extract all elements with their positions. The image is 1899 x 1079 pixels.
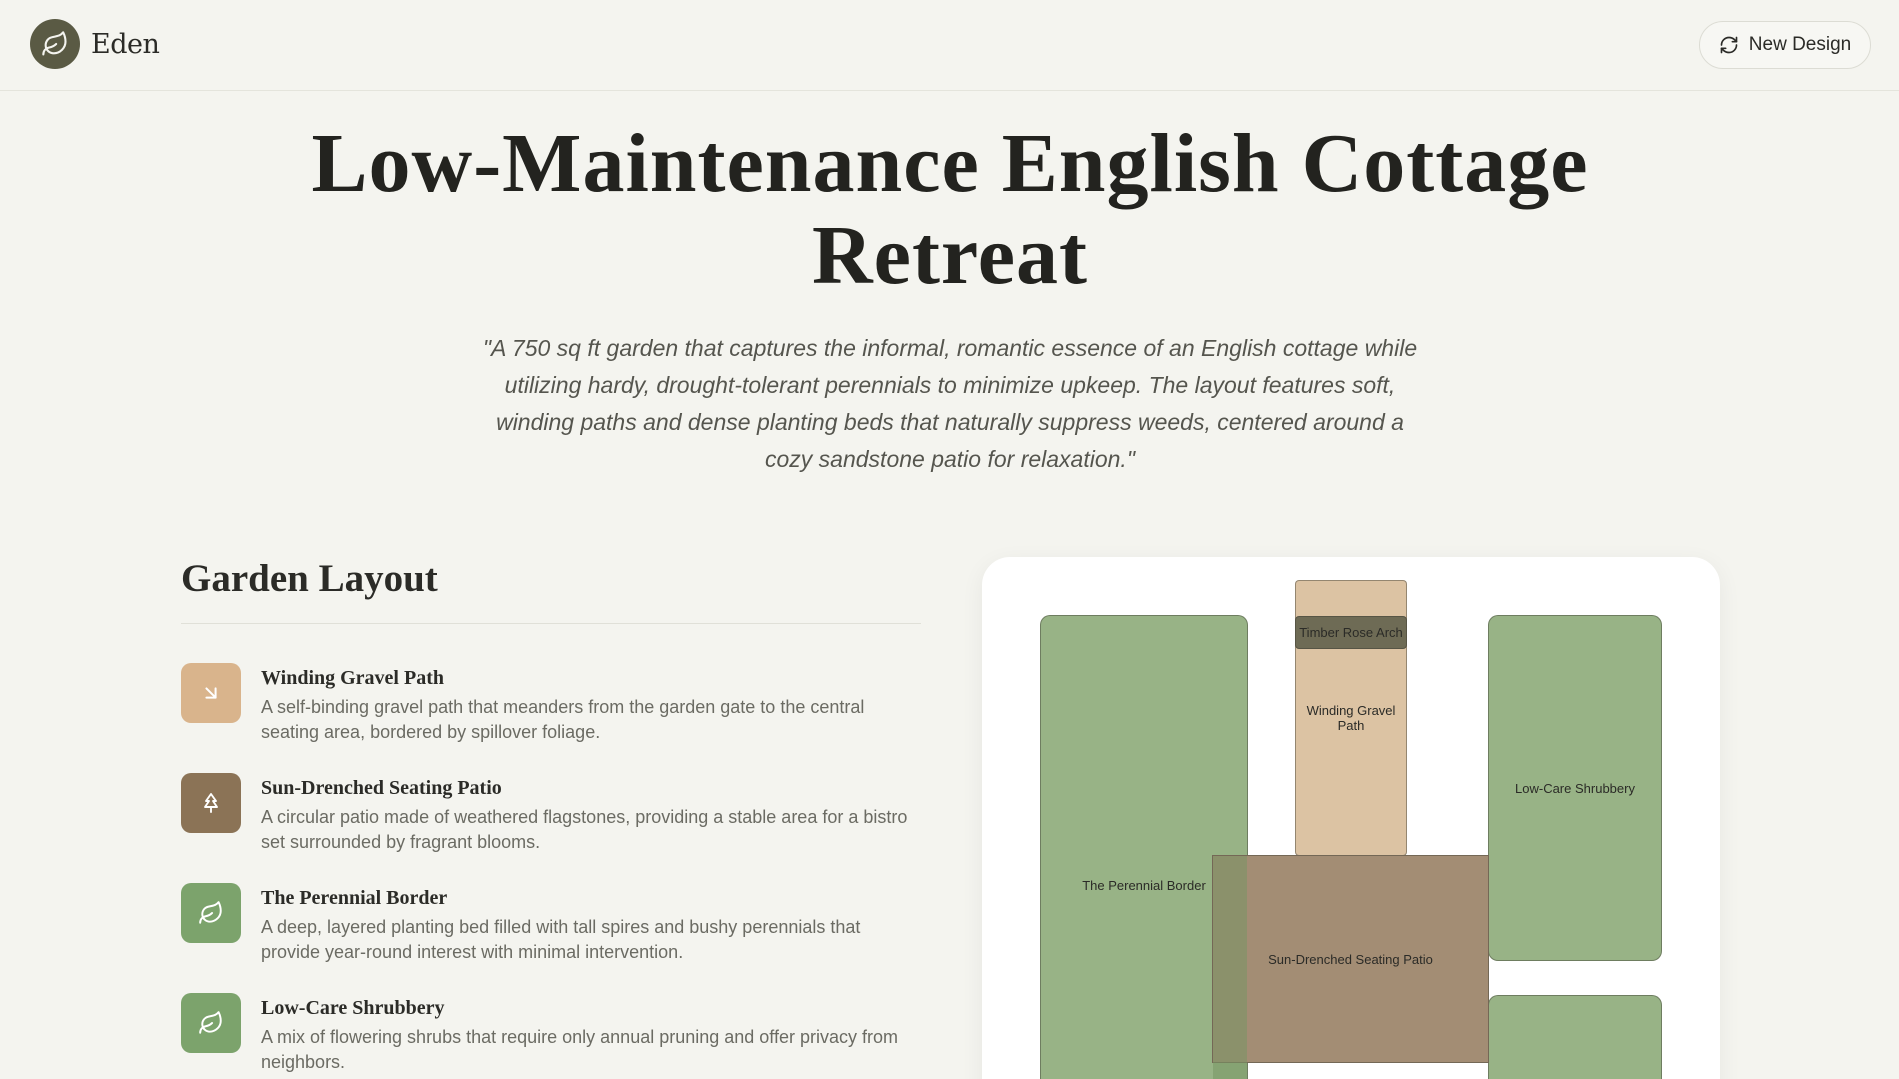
zone-label: Low-Care Shrubbery <box>1515 780 1635 796</box>
zone-seating-patio[interactable] <box>1212 855 1489 1063</box>
tree-icon <box>181 773 241 833</box>
zone-rose-arch[interactable] <box>1295 616 1407 649</box>
feature-item[interactable] <box>181 883 921 993</box>
new-design-label: New Design <box>1748 34 1852 55</box>
section-title: Garden Layout <box>181 557 438 600</box>
zone-label: Timber Rose Arch <box>1299 625 1403 640</box>
zone-shrubbery[interactable] <box>1488 615 1662 961</box>
zone-label: Winding Gravel Path <box>1306 703 1396 733</box>
refresh-icon <box>1719 35 1739 55</box>
garden-plan <box>982 557 1720 1079</box>
feature-title: The Perennial Border <box>261 887 448 909</box>
feature-description: A mix of flowering shrubs that require only annual pruning and offer privacy from neighbors. <box>261 1027 899 1072</box>
feature-title: Low-Care Shrubbery <box>261 997 445 1019</box>
feature-item[interactable] <box>181 993 921 1079</box>
feature-description: A deep, layered planting bed filled with tall spires and bushy perennials that provide year-round interest with minimal intervention. <box>261 917 861 962</box>
arrow-down-right-icon <box>181 663 241 723</box>
leaf-icon <box>30 19 80 69</box>
design-description: "A 750 sq ft garden that captures the informal, romantic essence of an English cottage while utilizing hardy, drought-tolerant perennials to minimize upkeep. The layout features soft, winding paths and dense planting beds that naturally suppress weeds, centered around a cozy sandstone patio for relaxation." <box>482 335 1418 472</box>
brand[interactable] <box>30 19 159 69</box>
feature-item[interactable] <box>181 663 921 773</box>
feature-list <box>181 663 921 1079</box>
feature-title: Winding Gravel Path <box>261 667 444 689</box>
border-overlap <box>1213 856 1247 1079</box>
feature-description: A self-binding gravel path that meanders from the garden gate to the central seating area, bordered by spillover foliage. <box>261 697 865 742</box>
leaf-icon <box>181 883 241 943</box>
zone-label: The Perennial Border <box>1082 877 1206 893</box>
feature-description: A circular patio made of weathered flagstones, providing a stable area for a bistro set surrounded by fragrant blooms. <box>261 807 908 852</box>
new-design-button[interactable] <box>1699 21 1871 69</box>
top-bar <box>0 0 1899 91</box>
zone-label: Sun-Drenched Seating Patio <box>1268 951 1433 967</box>
leaf-icon <box>181 993 241 1053</box>
brand-name: Eden <box>91 28 160 60</box>
zone-bed-lower-right[interactable] <box>1488 995 1662 1079</box>
feature-title: Sun-Drenched Seating Patio <box>261 777 502 799</box>
divider <box>181 623 921 624</box>
feature-item[interactable] <box>181 773 921 883</box>
page-title: Low-Maintenance English Cottage Retreat <box>311 117 1589 302</box>
